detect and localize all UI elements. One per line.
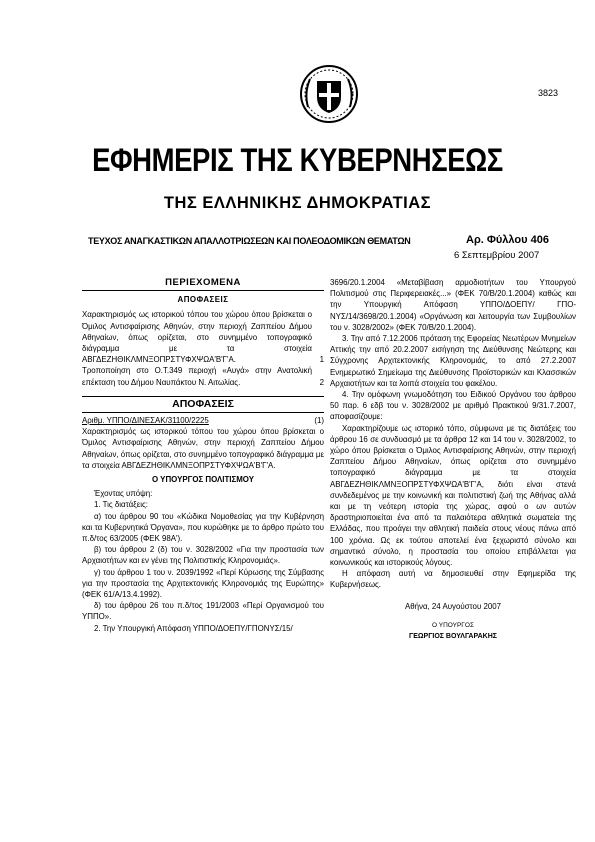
paragraph: 2. Την Υπουργική Απόφαση ΥΠΠΟ/ΔΟΕΠΥ/ΓΠΟΝΥΣ/15/ xyxy=(94,623,293,633)
contents-section: ΑΠΟΦΑΣΕΙΣ xyxy=(177,295,229,305)
paragraph: 3696/20.1.2004 «Μεταβίβαση αρμοδιοτήτων του Υπουργού Πολιτισμού στις Περιφερειακές...» (ΦΕΚ 70/Β/20.1.2004) καθώς και την Υπουργική Απόφαση ΥΠΠΟ/ΔΟΕΠΥ/ ΓΠΟ-ΝΥΣ/14/3698/20.1.2004) «Οργάνωση και λειτουργία των Συμβουλίων του ν. 3028/2002» (ΦΕΚ 70/Β/20.1.2004). xyxy=(330,278,576,332)
divider xyxy=(82,412,324,413)
toc-item-page: 2 xyxy=(319,377,324,387)
toc-item[interactable] xyxy=(82,365,324,387)
toc-item[interactable] xyxy=(82,309,324,365)
decision-number-line xyxy=(82,415,324,426)
left-column xyxy=(82,277,324,634)
paragraph: Η απόφαση αυτή να δημοσιευθεί στην Εφημερίδα της Κυβερνήσεως. xyxy=(330,569,576,590)
issue-date: 6 Σεπτεμβρίου 2007 xyxy=(454,250,540,261)
divider xyxy=(82,396,324,397)
issue-number-label xyxy=(466,234,549,246)
paragraph: β) του άρθρου 2 (δ) του ν. 3028/2002 «Για την προστασία των Αρχαιοτήτων και εν γένει της Πολιτιστικής Κληρονομιάς». xyxy=(82,545,324,566)
decision-index: (1) xyxy=(314,416,324,426)
divider xyxy=(82,290,324,291)
paragraph: γ) του άρθρου 1 του ν. 2039/1992 «Περί Κύρωσης της Σύμβασης για την προστασία της Αρχιτεκτονικής Κληρονομιάς της Ευρώπης» (ΦΕΚ 61/Α/13.4.1992). xyxy=(82,567,324,600)
provisions-heading: 1. Τις διατάξεις: xyxy=(94,500,148,510)
signatory-title: Ο ΥΠΟΥΡΓΟΣ xyxy=(432,621,474,629)
place-date: Αθήνα, 24 Αυγούστου 2007 xyxy=(404,601,502,611)
issue-series: ΤΕΥΧΟΣ ΑΝΑΓΚΑΣΤΙΚΩΝ ΑΠΑΛΛΟΤΡΙΩΣΕΩΝ ΚΑΙ ΠΟΛΕΟΔΟΜΙΚΩΝ ΘΕΜΑΤΩΝ xyxy=(88,236,411,246)
greek-coat-of-arms-icon xyxy=(298,63,360,125)
toc-item-text: Τροποποίηση στο Ο.Τ.349 περιοχή «Αυγά» στην Ανατολική επέκταση του Δήμου Ναυπάκτου Ν. Αιτωλίας. xyxy=(82,366,312,387)
paragraph: 4. Την ομόφωνη γνωμοδότηση του Ειδικού Οργάνου του άρθρου 50 παρ. 6 εδβ του ν. 3028/2002 με αριθμό Πρακτικού 9/31.7.2007, αποφασίζουμε: xyxy=(330,390,576,422)
contents-title: ΠΕΡΙΕΧΟΜΕΝΑ xyxy=(165,277,241,288)
issue-number: 406 xyxy=(530,234,549,246)
decisions-title: ΑΠΟΦΑΣΕΙΣ xyxy=(172,397,234,410)
paragraph: 3. Την από 7.12.2006 πρόταση της Εφορείας Νεωτέρων Μνημείων Αττικής την από 20.2.2007 εισήγηση της Διεύθυνσης Νεώτερης και Σύγχρονης Αρχιτεκτονικής Κληρονομιάς, το από 27.2.2007 Ενημερωτικό Σημείωμα της Διεύθυνσης Προϊστορικών και Κλασσικών Αρχαιοτήτων και τα λοιπά στοιχεία του φακέλου. xyxy=(330,334,576,388)
minister-heading: Ο ΥΠΟΥΡΓΟΣ ΠΟΛΙΤΙΣΜΟΥ xyxy=(152,475,254,485)
decision-summary: Χαρακτηρισμός ως ιστορικού τόπου του χώρου όπου βρίσκεται ο Όμιλος Αντισφαίρισης Αθηνών, στην περιοχή Ζαππείου Δήμου Αθηναίων, όπως ορίζεται, στο συνημμένο τοπογραφικό διάγραμμα με τα στοιχεία ΑΒΓΔΕΖΗΘΙΚΛΜΝΞΟΠΡΣΤΥΦΧΨΩΑ'Β'Γ'Α. xyxy=(82,427,324,470)
paragraph: δ) του άρθρου 26 του π.δ/τος 191/2003 «Περί Οργανισμού του ΥΠΠΟ». xyxy=(82,601,324,622)
issue-label: Αρ. Φύλλου xyxy=(466,234,528,246)
right-column xyxy=(330,277,576,642)
gazette-subtitle: ΤΗΣ ΕΛΛΗΝΙΚΗΣ ΔΗΜΟΚΡΑΤΙΑΣ xyxy=(163,194,432,212)
paragraph: α) του άρθρου 90 του «Κώδικα Νομοθεσίας για την Κυβέρνηση και τα Κυβερνητικά Όργανα», που κυρώθηκε με το άρθρο πρώτο του π.δ/τος 63/2005 (ΦΕΚ 98Α'). xyxy=(82,511,324,544)
signatory-name: ΓΕΩΡΓΙΟΣ ΒΟΥΛΓΑΡΑΚΗΣ xyxy=(409,633,497,641)
gazette-main-title: ΕΦΗΜΕΡΙΣ ΤΗΣ ΚΥΒΕΡΝΗΣΕΩΣ xyxy=(92,142,503,178)
toc-item-text: Χαρακτηρισμός ως ιστορικού τόπου του χώρου όπου βρίσκεται ο Όμιλος Αντισφαίρισης Αθηνών, στην περιοχή Ζαππείου Δήμου Αθηναίων, όπως ορίζεται, στο συνημμένο τοπογραφικό διάγραμμα με τα στοιχεία ΑΒΓΔΕΖΗΘΙΚΛΜΝΞΟΠΡΣΤΥΦΧΨΩΑ'Β'Γ'Α. xyxy=(82,310,312,365)
paragraph: Χαρακτηρίζουμε ως ιστορικό τόπο, σύμφωνα με τις διατάξεις του άρθρου 16 σε συνδυασμό με τα άρθρα 12 και 14 του ν. 3028/2002, το χώρο όπου βρίσκεται ο Όμιλος Αντισφαίρισης Αθηνών, στην περιοχή Ζαππείου Δήμου Αθηναίων, όπως ορίζεται στο συνημμένο τοπογραφικό διάγραμμα με τα στοιχεία ΑΒΓΔΕΖΗΘΙΚΛΜΝΞΟΠΡΣΤΥΦΧΨΩΑ'Β'Γ'Α, διότι είναι στενά συνδεδεμένος με την κοινωνική και πολιτιστική ζωή της Αθήνας αλλά και με τη νεότερη ιστορία της χώρας, αφού ο ων αυτών δραστηριοποιείται ένα από τα παλαιότερα αθλητικά σωματεία της Ελλάδας, που προάγει την αθλητική παιδεία στους νέους πάνω από 100 χρόνια. Ως εκ τούτου αποτελεί ένα ξεχωριστό σύνολο και σημαντικό σύνολο, η προστασία του οποίου επιβάλλεται για κοινωνικούς και ιστορικούς λόγους. xyxy=(330,423,576,568)
considering-text: Έχοντας υπόψη: xyxy=(94,489,153,499)
toc-item-page: 1 xyxy=(319,355,324,365)
page-number: 3823 xyxy=(538,88,559,98)
decision-number: Αριθμ. ΥΠΠΟ/ΔΙΝΕΣΑΚ/31100/2225 xyxy=(82,416,209,426)
